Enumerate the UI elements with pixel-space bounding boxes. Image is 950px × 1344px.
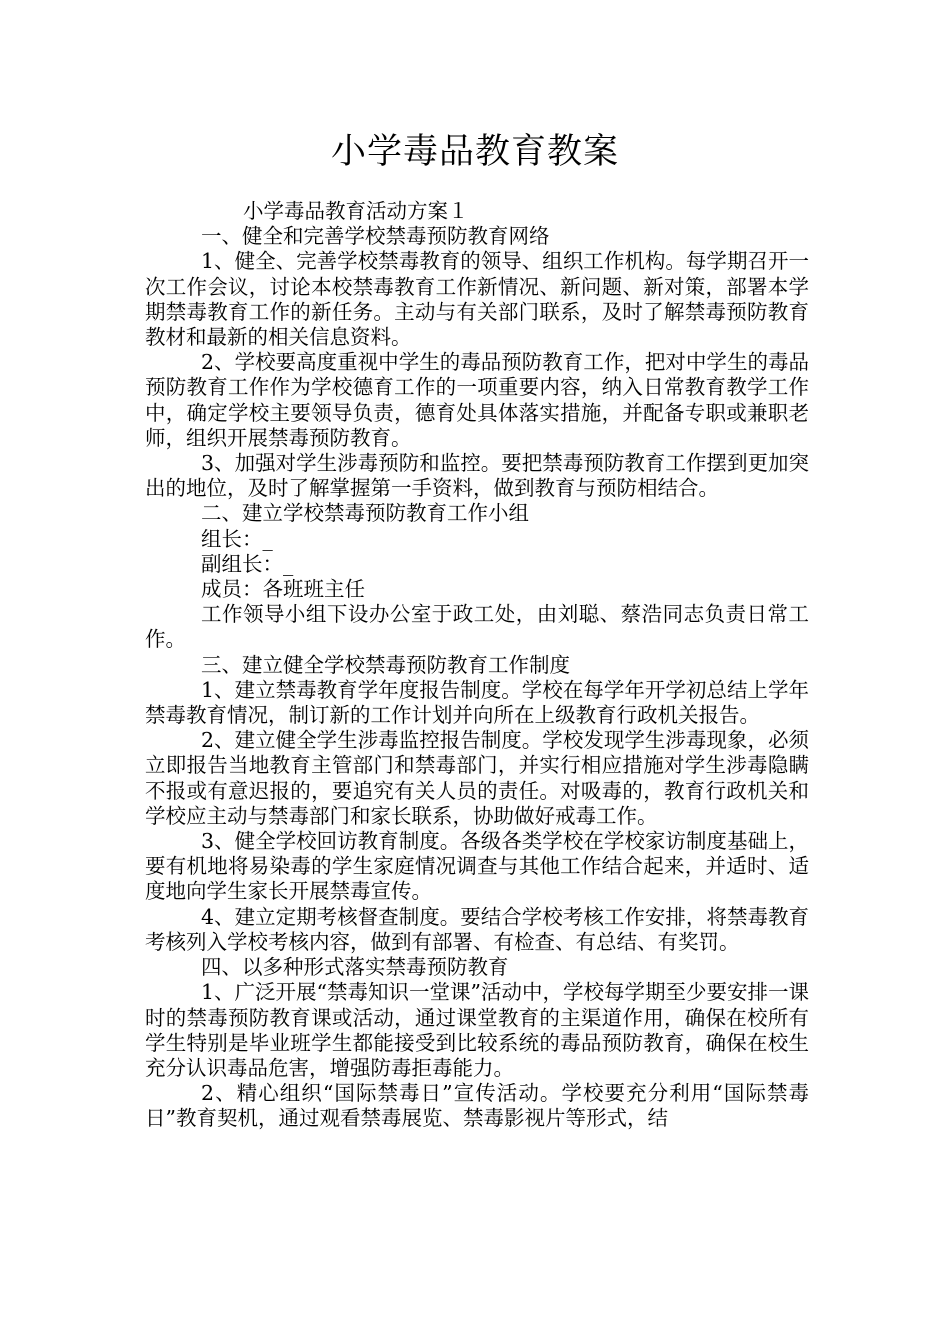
paragraph: 副组长：_ — [201, 551, 294, 576]
paragraph: 2、学校要高度重视中学生的毒品预防教育工作，把对中学生的毒品预防教育工作作为学校德育工作的一项重要内容，纳入日常教育教学工作中，确定学校主要领导负责，德育处具体落实措施，并配备专职或兼职老师，组织开展禁毒预防教育。 — [145, 350, 809, 450]
paragraph: 小学毒品教育活动方案１ — [243, 199, 469, 223]
paragraph: 一、健全和完善学校禁毒预防教育网络 — [201, 224, 550, 249]
paragraph: 1、广泛开展“禁毒知识一堂课”活动中，学校每学期至少要安排一课时的禁毒预防教育课或活动，通过课堂教育的主渠道作用，确保在校所有学生特别是毕业班学生都能接受到比较系统的毒品预防教育，确保在校生充分认识毒品危害，增强防毒拒毒能力。 — [145, 980, 810, 1080]
paragraph: 工作领导小组下设办公室于政工处，由刘聪、蔡浩同志负责日常工作。 — [145, 602, 809, 652]
paragraph: 2、精心组织“国际禁毒日”宣传活动。学校要充分利用“国际禁毒日”教育契机，通过观看禁毒展览、禁毒影视片等形式，结 — [145, 1081, 809, 1131]
paragraph: 4、建立定期考核督查制度。要结合学校考核工作安排，将禁毒教育考核列入学校考核内容，做到有部署、有检查、有总结、有奖罚。 — [145, 904, 809, 954]
paragraph: 组长：_ — [201, 526, 273, 551]
paragraph: 1、建立禁毒教育学年度报告制度。学校在每学年开学初总结上学年禁毒教育情况，制订新的工作计划并向所在上级教育行政机关报告。 — [145, 677, 809, 728]
document-body — [145, 199, 809, 1132]
paragraph: 1、健全、完善学校禁毒教育的领导、组织工作机构。每学期召开一次工作会议，讨论本校禁毒教育工作新情况、新问题、新对策，部署本学期禁毒教育工作的新任务。主动与有关部门联系，及时了解禁毒预防教育教材和最新的相关信息资料。 — [145, 249, 809, 350]
paragraph: 3、加强对学生涉毒预防和监控。要把禁毒预防教育工作摆到更加突出的地位，及时了解掌握第一手资料，做到教育与预防相结合。 — [145, 451, 809, 501]
paragraph: 二、建立学校禁毒预防教育工作小组 — [201, 501, 529, 526]
paragraph: 2、建立健全学生涉毒监控报告制度。学校发现学生涉毒现象，必须立即报告当地教育主管部门和禁毒部门，并实行相应措施对学生涉毒隐瞒不报或有意迟报的，要追究有关人员的责任。对吸毒的，教育行政机关和学校应主动与禁毒部门和家长联系，协助做好戒毒工作。 — [145, 728, 809, 828]
paragraph: 3、健全学校回访教育制度。各级各类学校在学校家访制度基础上，要有机地将易染毒的学生家庭情况调查与其他工作结合起来，并适时、适度地向学生家长开展禁毒宣传。 — [145, 829, 809, 904]
paragraph: 四、以多种形式落实禁毒预防教育 — [201, 955, 509, 980]
document-title: 小学毒品教育教案 — [330, 132, 619, 172]
paragraph: 三、建立健全学校禁毒预防教育工作制度 — [201, 652, 570, 677]
paragraph: 成员：各班班主任 — [201, 577, 365, 602]
